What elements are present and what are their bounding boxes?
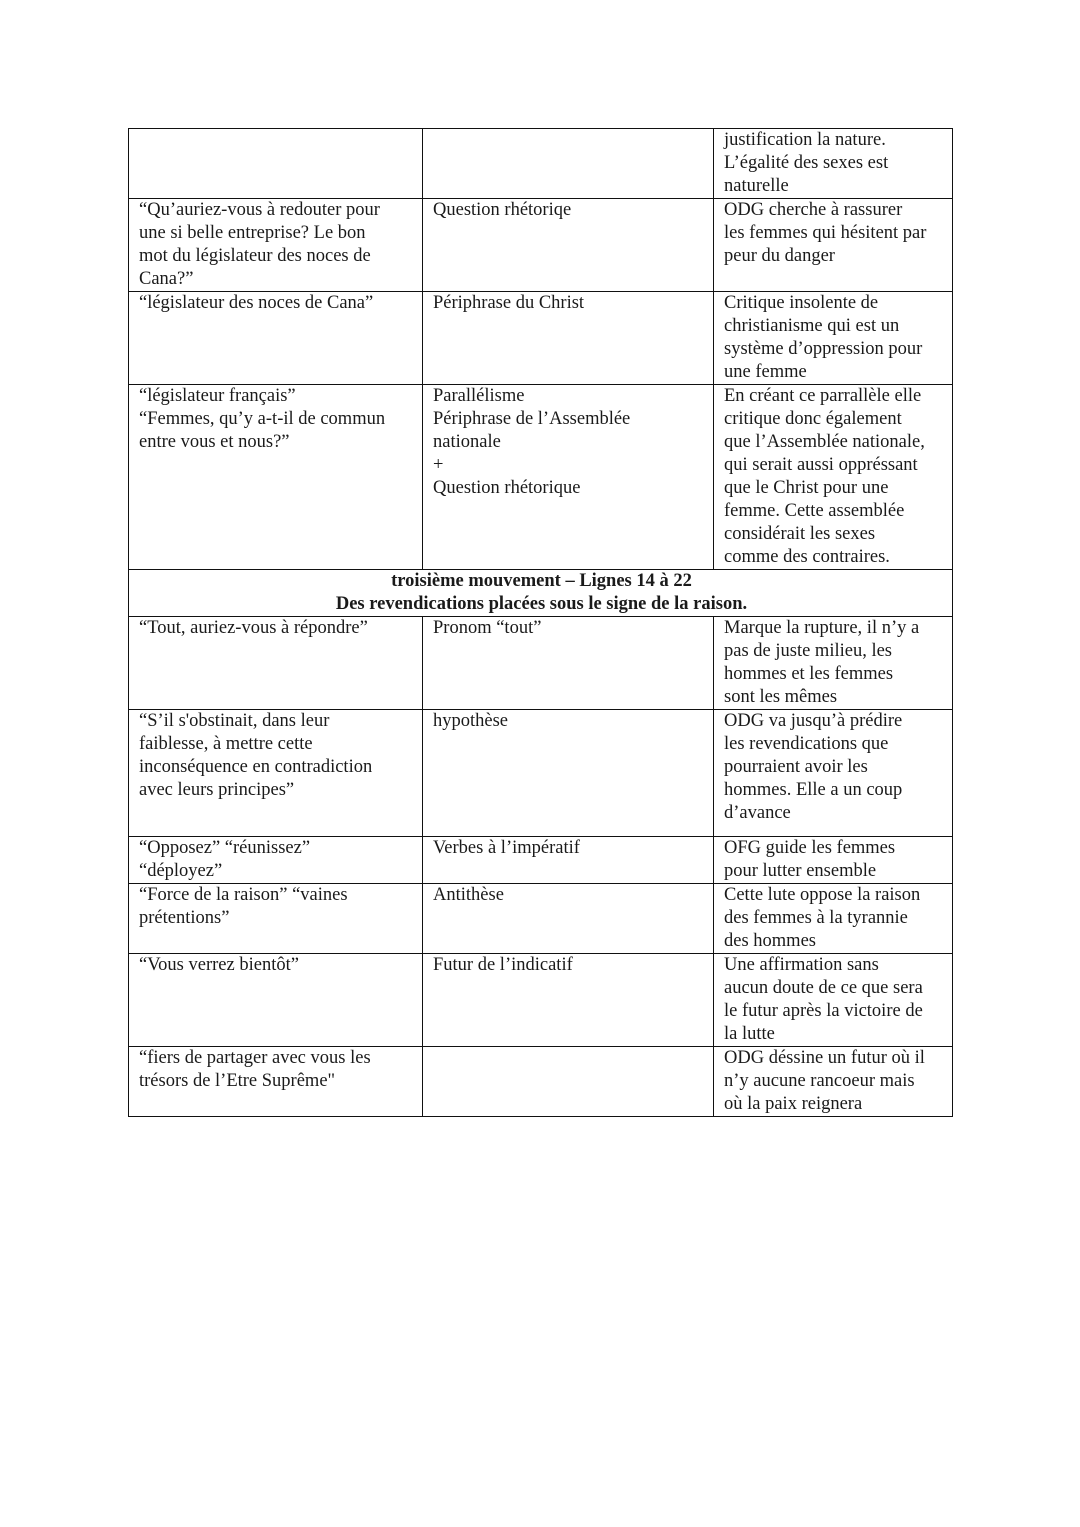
- cell-line: naturelle: [724, 176, 789, 196]
- cell-line: “Tout, auriez-vous à répondre”: [139, 618, 368, 638]
- section-header-body: [129, 570, 953, 617]
- cell-line: Pronom “tout”: [433, 618, 542, 638]
- cell-line: critique donc également: [724, 409, 902, 429]
- cell-line: peur du danger: [724, 246, 835, 266]
- figure-cell: [423, 884, 714, 954]
- analysis-table: [128, 128, 953, 1117]
- cell-line: des femmes à la tyrannie: [724, 908, 908, 928]
- cell-line: christianisme qui est un: [724, 316, 900, 336]
- cell-line: Futur de l’indicatif: [433, 955, 573, 975]
- interpretation-cell: [714, 1047, 953, 1117]
- cell-line: entre vous et nous?”: [139, 432, 290, 452]
- cell-line: ODG cherche à rassurer: [724, 200, 903, 220]
- quote-cell: [129, 617, 423, 710]
- cell-line: “Qu’auriez-vous à redouter pour: [139, 200, 380, 220]
- cell-line: où la paix reignera: [724, 1094, 863, 1114]
- cell-line: Cana?”: [139, 269, 194, 289]
- table-row: [129, 884, 953, 954]
- cell-line: Parallélisme: [433, 386, 525, 406]
- table-row: [129, 129, 953, 199]
- cell-line: pour lutter ensemble: [724, 861, 877, 881]
- cell-line: sont les mêmes: [724, 687, 838, 707]
- cell-line: qui serait aussi oppréssant: [724, 455, 918, 475]
- cell-line: Critique insolente de: [724, 293, 879, 313]
- interpretation-cell: [714, 129, 953, 199]
- interpretation-cell: [714, 199, 953, 292]
- cell-line: “S’il s'obstinait, dans leur: [139, 711, 330, 731]
- cell-line: les revendications que: [724, 734, 889, 754]
- figure-cell: [423, 385, 714, 570]
- cell-line: OFG guide les femmes: [724, 838, 896, 858]
- figure-cell: [423, 617, 714, 710]
- cell-line: le futur après la victoire de: [724, 1001, 923, 1021]
- section-header-row: [129, 570, 953, 617]
- section-title: troisième mouvement – Lignes 14 à 22: [391, 571, 692, 591]
- cell-line: que le Christ pour une: [724, 478, 889, 498]
- section-subtitle: Des revendications placées sous le signe de la raison.: [335, 594, 748, 614]
- cell-line: trésors de l’Etre Suprême": [139, 1071, 336, 1091]
- figure-cell: [423, 1047, 714, 1117]
- cell-line: considérait les sexes: [724, 524, 876, 544]
- interpretation-cell: [714, 954, 953, 1047]
- figure-cell: [423, 199, 714, 292]
- cell-line: les femmes qui hésitent par: [724, 223, 927, 243]
- cell-line: hypothèse: [433, 711, 509, 731]
- table-row: [129, 837, 953, 884]
- quote-cell: [129, 954, 423, 1047]
- cell-line: justification la nature.: [724, 130, 886, 150]
- interpretation-cell: [714, 884, 953, 954]
- table-row: [129, 954, 953, 1047]
- figure-cell: [423, 710, 714, 837]
- cell-line: n’y aucune rancoeur mais: [724, 1071, 915, 1091]
- cell-line: faiblesse, à mettre cette: [139, 734, 313, 754]
- cell-line: hommes. Elle a un coup: [724, 780, 903, 800]
- cell-line: prétentions”: [139, 908, 230, 928]
- cell-line: En créant ce parrallèle elle: [724, 386, 922, 406]
- cell-line: pourraient avoir les: [724, 757, 868, 777]
- cell-line: la lutte: [724, 1024, 775, 1044]
- table-body-part1: [129, 129, 953, 570]
- quote-cell: [129, 129, 423, 199]
- cell-line: “fiers de partager avec vous les: [139, 1048, 371, 1068]
- cell-line: ODG déssine un futur où il: [724, 1048, 925, 1068]
- cell-line: aucun doute de ce que sera: [724, 978, 923, 998]
- cell-line: que l’Assemblée nationale,: [724, 432, 925, 452]
- cell-line: Antithèse: [433, 885, 504, 905]
- table-row: [129, 1047, 953, 1117]
- section-header-cell: [129, 570, 953, 617]
- cell-line: “Vous verrez bientôt”: [139, 955, 299, 975]
- cell-line: Marque la rupture, il n’y a: [724, 618, 920, 638]
- quote-cell: [129, 837, 423, 884]
- cell-line: Cette lute oppose la raison: [724, 885, 921, 905]
- quote-cell: [129, 884, 423, 954]
- interpretation-cell: [714, 292, 953, 385]
- figure-cell: [423, 954, 714, 1047]
- cell-line: L’égalité des sexes est: [724, 153, 889, 173]
- cell-line: des hommes: [724, 931, 816, 951]
- cell-line: femme. Cette assemblée: [724, 501, 905, 521]
- table-row: [129, 292, 953, 385]
- cell-line: Périphrase de l’Assemblée: [433, 409, 631, 429]
- quote-cell: [129, 385, 423, 570]
- cell-line: hommes et les femmes: [724, 664, 894, 684]
- cell-line: une femme: [724, 362, 807, 382]
- table-row: [129, 617, 953, 710]
- cell-line: “Force de la raison” “vaines: [139, 885, 348, 905]
- quote-cell: [129, 199, 423, 292]
- interpretation-cell: [714, 385, 953, 570]
- table-row: [129, 385, 953, 570]
- cell-line: inconséquence en contradiction: [139, 757, 373, 777]
- cell-line: Verbes à l’impératif: [433, 838, 580, 858]
- cell-line: “Opposez” “réunissez”: [139, 838, 311, 858]
- cell-line: mot du législateur des noces de: [139, 246, 371, 266]
- figure-cell: [423, 129, 714, 199]
- cell-line: pas de juste milieu, les: [724, 641, 893, 661]
- cell-line: Question rhétorique: [433, 478, 581, 498]
- cell-line: avec leurs principes”: [139, 780, 295, 800]
- interpretation-cell: [714, 710, 953, 837]
- cell-line: système d’oppression pour: [724, 339, 923, 359]
- cell-line: nationale: [433, 432, 501, 452]
- cell-line: Périphrase du Christ: [433, 293, 585, 313]
- cell-line: Une affirmation sans: [724, 955, 879, 975]
- table-body-part2: [129, 617, 953, 1117]
- interpretation-cell: [714, 617, 953, 710]
- interpretation-cell: [714, 837, 953, 884]
- cell-line: Question rhétoriqe: [433, 200, 572, 220]
- quote-cell: [129, 292, 423, 385]
- table-row: [129, 199, 953, 292]
- figure-cell: [423, 837, 714, 884]
- cell-line: ODG va jusqu’à prédire: [724, 711, 903, 731]
- cell-line: “législateur français”: [139, 386, 296, 406]
- cell-line: comme des contraires.: [724, 547, 890, 567]
- figure-cell: [423, 292, 714, 385]
- quote-cell: [129, 710, 423, 837]
- cell-line: “déployez”: [139, 861, 223, 881]
- cell-line: +: [433, 455, 444, 475]
- cell-line: d’avance: [724, 803, 791, 823]
- cell-line: une si belle entreprise? Le bon: [139, 223, 366, 243]
- quote-cell: [129, 1047, 423, 1117]
- cell-line: “législateur des noces de Cana”: [139, 293, 374, 313]
- cell-line: “Femmes, qu’y a-t-il de commun: [139, 409, 386, 429]
- table-row: [129, 710, 953, 837]
